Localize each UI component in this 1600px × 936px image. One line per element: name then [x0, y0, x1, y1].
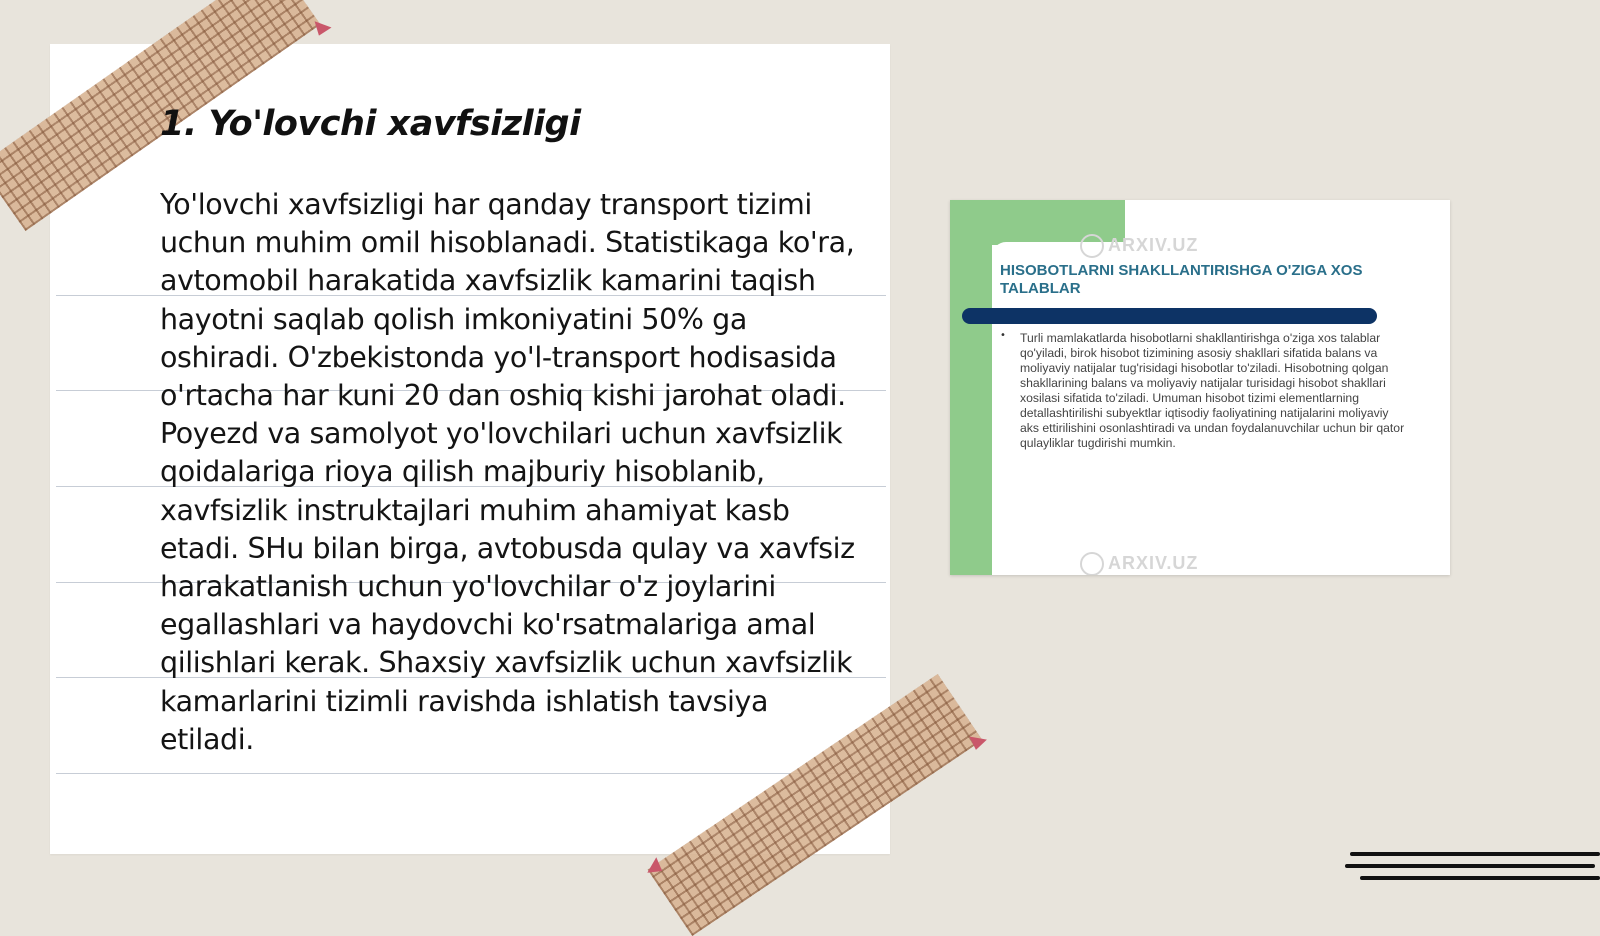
slide-accent-left [950, 200, 992, 575]
watermark-logo-icon [1080, 552, 1104, 575]
section-heading: 1. Yo'lovchi xavfsizligi [160, 104, 581, 144]
decorative-brush-strokes [1350, 850, 1600, 900]
brush-stroke [1350, 852, 1600, 856]
slide-title-bar [962, 308, 1377, 324]
brush-stroke [1345, 864, 1595, 868]
slide-title: HISOBOTLARNI SHAKLLANTIRISHGA O'ZIGA XOS TALABLAR [1000, 262, 1363, 297]
watermark-logo-icon [1080, 234, 1104, 258]
body-paragraph: Yo'lovchi xavfsizligi har qanday transport tizimi uchun muhim omil hisoblanadi. Statistikaga ko'ra, avtomobil harakatida xavfsizlik kamarini taqish hayotni saqlab qolish imkoniyatini 50% ga oshiradi. O'zbekistonda yo'l-transport hodisasida o'rtacha har kuni 20 dan oshiq kishi jarohat oladi. Poyezd va samolyot yo'lovchilari uchun xavfsizlik qoidalariga rioya qilish majburiy hisoblanib, xavfsizlik instruktajlari muhim ahamiyat kasb etadi. SHu bilan birga, avtobusda qulay va xavfsiz harakatlanish uchun yo'lovchilar o'z joylarini egallashlari va haydovchi ko'rsatmalariga amal qilishlari kerak. Shaxsiy xavfsizlik uchun xavfsizlik kamarlarini tizimli ravishda ishlatish tavsiya etiladi. [160, 188, 855, 756]
paper-line [56, 773, 886, 774]
watermark: ARXIV.UZ [1080, 552, 1198, 575]
pin-icon [967, 737, 987, 752]
pin-icon [310, 21, 331, 38]
embedded-slide-image [950, 200, 1450, 575]
watermark: ARXIV.UZ [1080, 234, 1198, 258]
bullet-icon: • [1000, 330, 1006, 341]
brush-stroke [1360, 876, 1600, 880]
slide-body-text: Turli mamlakatlarda hisobotlarni shakllantirishga o'ziga xos talablar qo'yiladi, birok hisobot tizimining asosiy shakllari sifatida balans va moliyaviy natijalar tug'risidagi hisobotlar to'ziladi. Hisobotning qolgan shakllarining balans va moliyaviy natijalar turisidagi hisobot shakllari xosilasi sifatida to'ziladi. Umuman hisobot tizimi elementlarning detallashtirilishi subyektlar iqtisodiy faoliyatining natijalarini moliyaviy aks ettirilishini osonlashtiradi va undan foydalanuvchilar uchun bir qator qulayliklar tugdirishi mumkin. [1020, 331, 1405, 450]
